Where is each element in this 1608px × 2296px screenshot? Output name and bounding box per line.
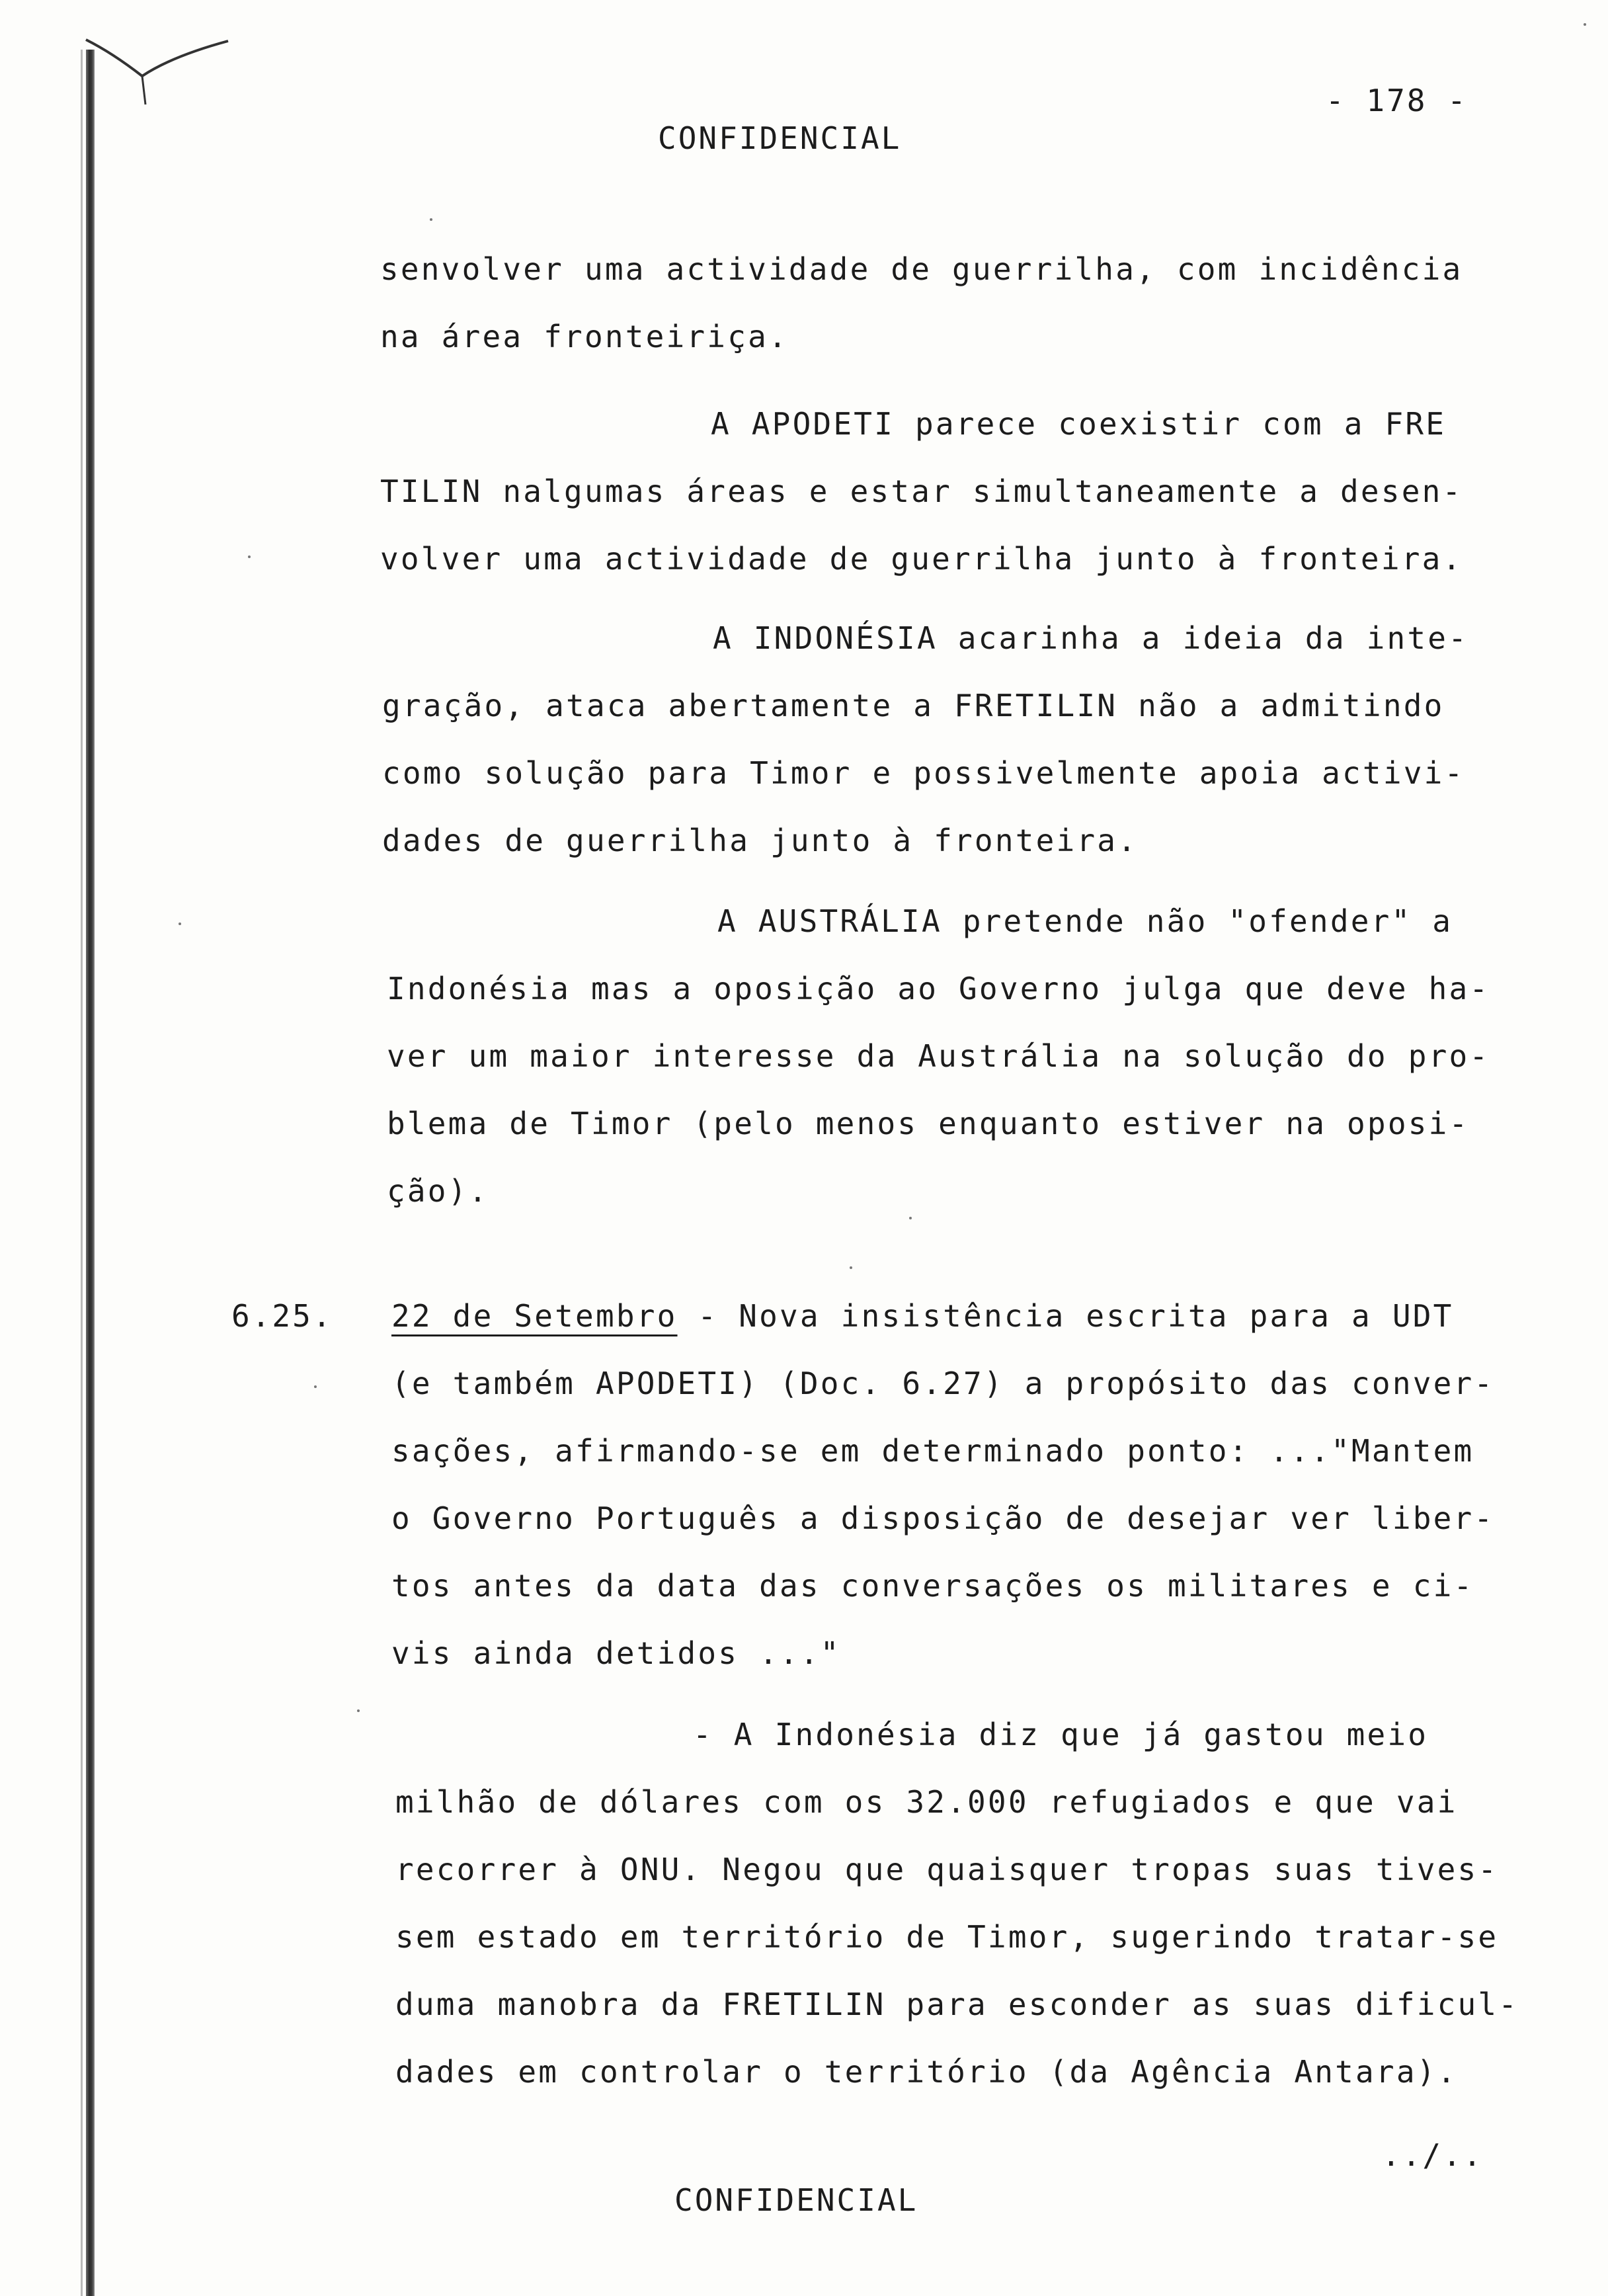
scan-speck (248, 555, 251, 558)
scan-speck (1584, 23, 1586, 26)
text-line: - A Indonésia diz que já gastou meio (693, 1717, 1429, 1752)
scan-speck (357, 1709, 360, 1712)
text-line: sações, afirmando-se em determinado ponto: ..."Mantem (391, 1433, 1474, 1469)
text-line: A APODETI parece coexistir com a FRE (711, 406, 1447, 442)
text-line: duma manobra da FRETILIN para esconder as suas dificul- (395, 1987, 1519, 2022)
text-line: ver um maior interesse da Austrália na solução do pro- (387, 1038, 1490, 1074)
text-line: vis ainda detidos ..." (391, 1635, 841, 1671)
scan-speck (314, 1385, 317, 1388)
scan-speck (430, 218, 432, 221)
section-first-line (391, 1282, 1494, 1350)
footer-confidential-label: CONFIDENCIAL (674, 2182, 918, 2218)
text-line: (e também APODETI) (Doc. 6.27) a propósito das conver- (391, 1366, 1495, 1401)
continuation-mark: ../.. (1382, 2137, 1484, 2173)
binding-edge (81, 50, 83, 2296)
paragraph-indonesia-refugees (395, 1701, 1519, 2106)
paragraph-continuation (380, 235, 1463, 370)
scan-speck (179, 922, 181, 925)
text-line: na área fronteiriça. (380, 319, 789, 354)
section-number: 6.25. (231, 1298, 333, 1334)
page-number: - 178 - (1326, 83, 1468, 118)
section-date: 22 de Setembro (391, 1298, 678, 1334)
text-line: gração, ataca abertamente a FRETILIN não a admitindo (382, 688, 1445, 723)
text-line: A INDONÉSIA acarinha a ideia da inte- (713, 620, 1469, 656)
text-line: como solução para Timor e possivelmente apoia activi- (382, 755, 1465, 791)
scan-corner-mark (83, 26, 235, 106)
text-line: A AUSTRÁLIA pretende não "ofender" a (717, 903, 1453, 939)
text-line: Indonésia mas a oposição ao Governo julga que deve ha- (387, 971, 1490, 1006)
header-confidential-label: CONFIDENCIAL (658, 120, 902, 156)
text-line: ção). (387, 1173, 489, 1209)
text-line: dades de guerrilha junto à fronteira. (382, 823, 1139, 858)
text-line: volver uma actividade de guerrilha junto à fronteira. (380, 541, 1463, 577)
text-line: TILIN nalgumas áreas e estar simultaneamente a desen- (380, 473, 1463, 509)
text-line: o Governo Português a disposição de desejar ver liber- (391, 1500, 1495, 1536)
text-line: recorrer à ONU. Negou que quaisquer tropas suas tives- (395, 1852, 1499, 1887)
text-line: milhão de dólares com os 32.000 refugiados e que vai (395, 1784, 1458, 1820)
section-6-25 (391, 1282, 1494, 1687)
binding-strip (86, 50, 95, 2296)
text-line: dades em controlar o território (da Agência Antara). (395, 2054, 1458, 2090)
text-line: senvolver uma actividade de guerrilha, com incidência (380, 251, 1463, 287)
scan-speck (850, 1266, 852, 1269)
text-line: blema de Timor (pelo menos enquanto estiver na oposi- (387, 1106, 1470, 1141)
paragraph-australia (387, 887, 1490, 1225)
text-line: tos antes da data das conversações os militares e ci- (391, 1568, 1474, 1604)
text-line: sem estado em território de Timor, sugerindo tratar-se (395, 1919, 1499, 1955)
paragraph-indonesia (382, 604, 1468, 874)
paragraph-apodeti (380, 390, 1463, 593)
section-first-line-text: - Nova insistência escrita para a UDT (677, 1298, 1454, 1334)
